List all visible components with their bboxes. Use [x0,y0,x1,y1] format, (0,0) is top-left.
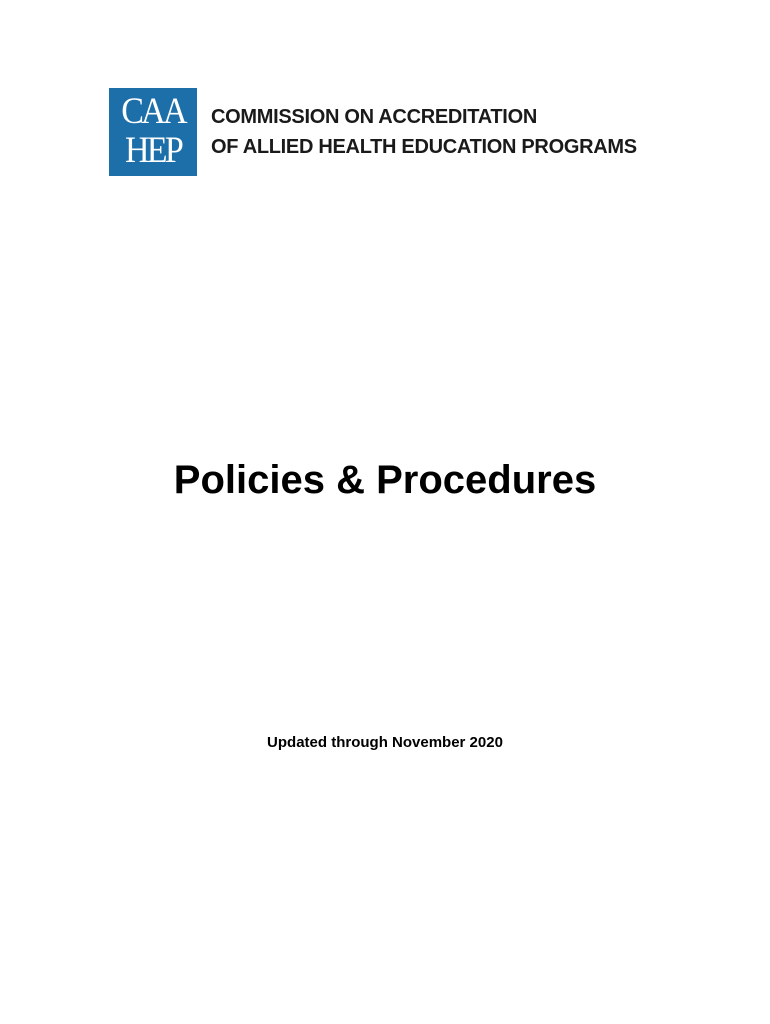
caahep-logo [109,88,197,176]
header [109,88,637,176]
document-title: Policies & Procedures [173,458,597,502]
logo-text-top: CAA [121,91,185,132]
logo-text-bottom: HEP [124,130,182,171]
organization-name-line-1: COMMISSION ON ACCREDITATION [211,106,537,128]
organization-name [211,102,637,162]
organization-name-line-2: OF ALLIED HEALTH EDUCATION PROGRAMS [211,136,637,158]
updated-date: Updated through November 2020 [267,734,503,751]
